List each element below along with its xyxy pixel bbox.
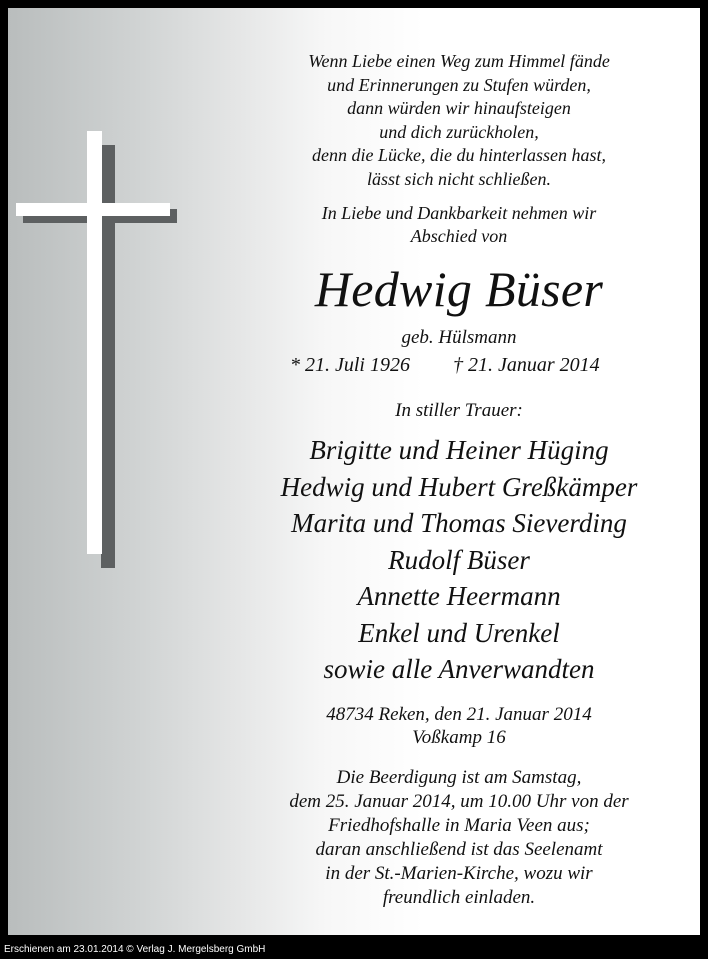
deceased-name: Hedwig Büser	[314, 261, 604, 317]
mourner: Rudolf Büser	[388, 544, 530, 575]
mourning-label: In stiller Trauer:	[395, 400, 523, 421]
mourner: sowie alle Anverwandten	[323, 654, 595, 684]
publication-footer: Erschienen am 23.01.2014 © Verlag J. Mergelsberg GmbH	[4, 944, 266, 955]
mourners-list	[218, 432, 700, 688]
funeral-line: daran anschließend ist das Seelenamt	[315, 839, 603, 860]
poem-line: und dich zurückholen,	[379, 121, 539, 142]
mourner: Hedwig und Hubert Greßkämper	[280, 471, 638, 502]
poem-line: dann würden wir hinaufsteigen	[347, 98, 571, 118]
address-block	[218, 703, 700, 749]
poem-line: und Erinnerungen zu Stufen würden,	[327, 74, 591, 95]
maiden-name: geb. Hülsmann	[401, 327, 517, 348]
poem-line: denn die Lücke, die du hinterlassen hast,	[312, 145, 606, 165]
funeral-line: dem 25. Januar 2014, um 10.00 Uhr von der	[289, 791, 629, 812]
intro-line: In Liebe und Dankbarkeit nehmen wir	[321, 203, 597, 223]
funeral-line: Friedhofshalle in Maria Veen aus;	[328, 815, 590, 836]
street: Voßkamp 16	[412, 727, 506, 748]
farewell-intro	[218, 202, 700, 248]
birth-date: * 21. Juli 1926	[290, 354, 410, 376]
intro-line: Abschied von	[410, 226, 508, 246]
mourner: Annette Heermann	[357, 581, 561, 611]
poem-line: lässt sich nicht schließen.	[367, 168, 551, 189]
death-date: † 21. Januar 2014	[453, 354, 600, 376]
poem	[218, 50, 700, 191]
funeral-line: in der St.-Marien-Kirche, wozu wir	[325, 863, 593, 884]
mourner: Brigitte und Heiner Hüging	[309, 435, 609, 465]
funeral-notice	[218, 766, 700, 910]
place-date: 48734 Reken, den 21. Januar 2014	[326, 704, 592, 725]
funeral-line: freundlich einladen.	[382, 887, 536, 908]
mourner: Enkel und Urenkel	[358, 617, 560, 648]
obituary-card	[8, 8, 700, 935]
poem-line: Wenn Liebe einen Weg zum Himmel fände	[308, 51, 610, 71]
funeral-line: Die Beerdigung ist am Samstag,	[336, 767, 582, 788]
mourner: Marita und Thomas Sieverding	[291, 508, 627, 538]
